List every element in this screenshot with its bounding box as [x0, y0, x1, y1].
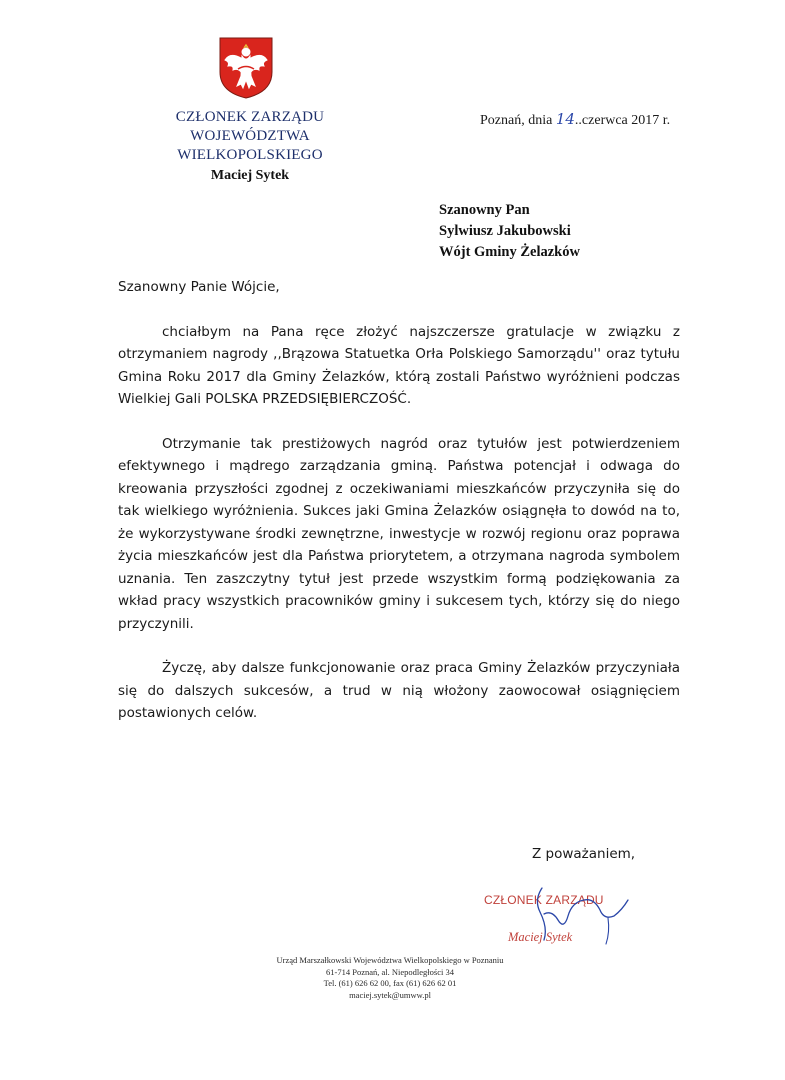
- footer-street: 61-714 Poznań, al. Niepodległości 34: [326, 966, 454, 977]
- sender-title: CZŁONEK ZARZĄDU: [175, 109, 325, 125]
- date-day-handwritten: 14: [555, 110, 575, 128]
- sender-block: [120, 108, 380, 186]
- recipient-block: [439, 200, 580, 263]
- paragraph-recognition: Otrzymanie tak prestiżowych nagród oraz tytułów jest potwierdzeniem efektywnego i mądrego zarządzania gminą. Państwa potencjał i odwaga do kreowania przyszłości zgodnej z oczekiwaniami mieszkańców przyczyniła się do tak wielkiego wyróżnienia. Sukces jaki Gmina Żelazków osiągnęła to dowód na to, że wykorzystywane środki zewnętrzne, inwestycje w rozwój regionu oraz poprawa życia mieszkańców jest dla Państwa priorytetem, a otrzymana nagroda symbolem uznania. Ten zaszczytny tytuł jest przede wszystkim formą podziękowania za wkład pracy wszystkich pracowników gminy i sukcesem tych, którzy się do niego przyczynili.: [118, 435, 680, 632]
- paragraph-wishes: Życzę, aby dalsze funkcjonowanie oraz praca Gminy Żelazków przyczyniała się do dalszych sukcesów, a trud w nią włożony zaowocował osiągnięciem postawionych celów.: [118, 660, 680, 721]
- letter-body: [118, 276, 680, 747]
- recipient-position: Wójt Gminy Żelazków: [439, 244, 580, 260]
- sender-office: WOJEWÓDZTWA WIELKOPOLSKIEGO: [177, 128, 323, 163]
- footer-phone: Tel. (61) 626 62 00, fax (61) 626 62 01: [323, 978, 457, 989]
- greeting: Szanowny Panie Wójcie,: [118, 279, 280, 295]
- recipient-name: Sylwiusz Jakubowski: [439, 223, 571, 239]
- footer-address: [250, 955, 530, 1001]
- footer-email: maciej.sytek@umww.pl: [349, 989, 431, 1000]
- handwritten-signature-icon: [524, 880, 634, 950]
- stamp-name: Maciej Sytek: [508, 930, 573, 944]
- paragraph-congratulations: chciałbym na Pana ręce złożyć najszczersze gratulacje w związku z otrzymaniem nagrody ,,Brązowa Statuetka Orła Polskiego Samorządu'' oraz tytułu Gmina Roku 2017 dla Gminy Żelazków, którą zostali Państwo wyróżnieni podczas Wielkiej Gali POLSKA PRZEDSIĘBIERCZOŚĆ.: [118, 323, 680, 407]
- footer-office: Urząd Marszałkowski Województwa Wielkopolskiego w Poznaniu: [276, 955, 504, 965]
- recipient-salutation: Szanowny Pan: [439, 202, 530, 218]
- stamp-title: CZŁONEK ZARZĄDU: [484, 893, 604, 907]
- date-suffix: ..czerwca 2017 r.: [574, 113, 671, 128]
- coat-of-arms-icon: [218, 36, 274, 100]
- signature-stamp: [484, 888, 644, 948]
- date-prefix: Poznań, dnia: [480, 113, 553, 128]
- date-line: [480, 110, 670, 129]
- sender-name: Maciej Sytek: [210, 168, 290, 183]
- closing-phrase: Z poważaniem,: [532, 846, 636, 862]
